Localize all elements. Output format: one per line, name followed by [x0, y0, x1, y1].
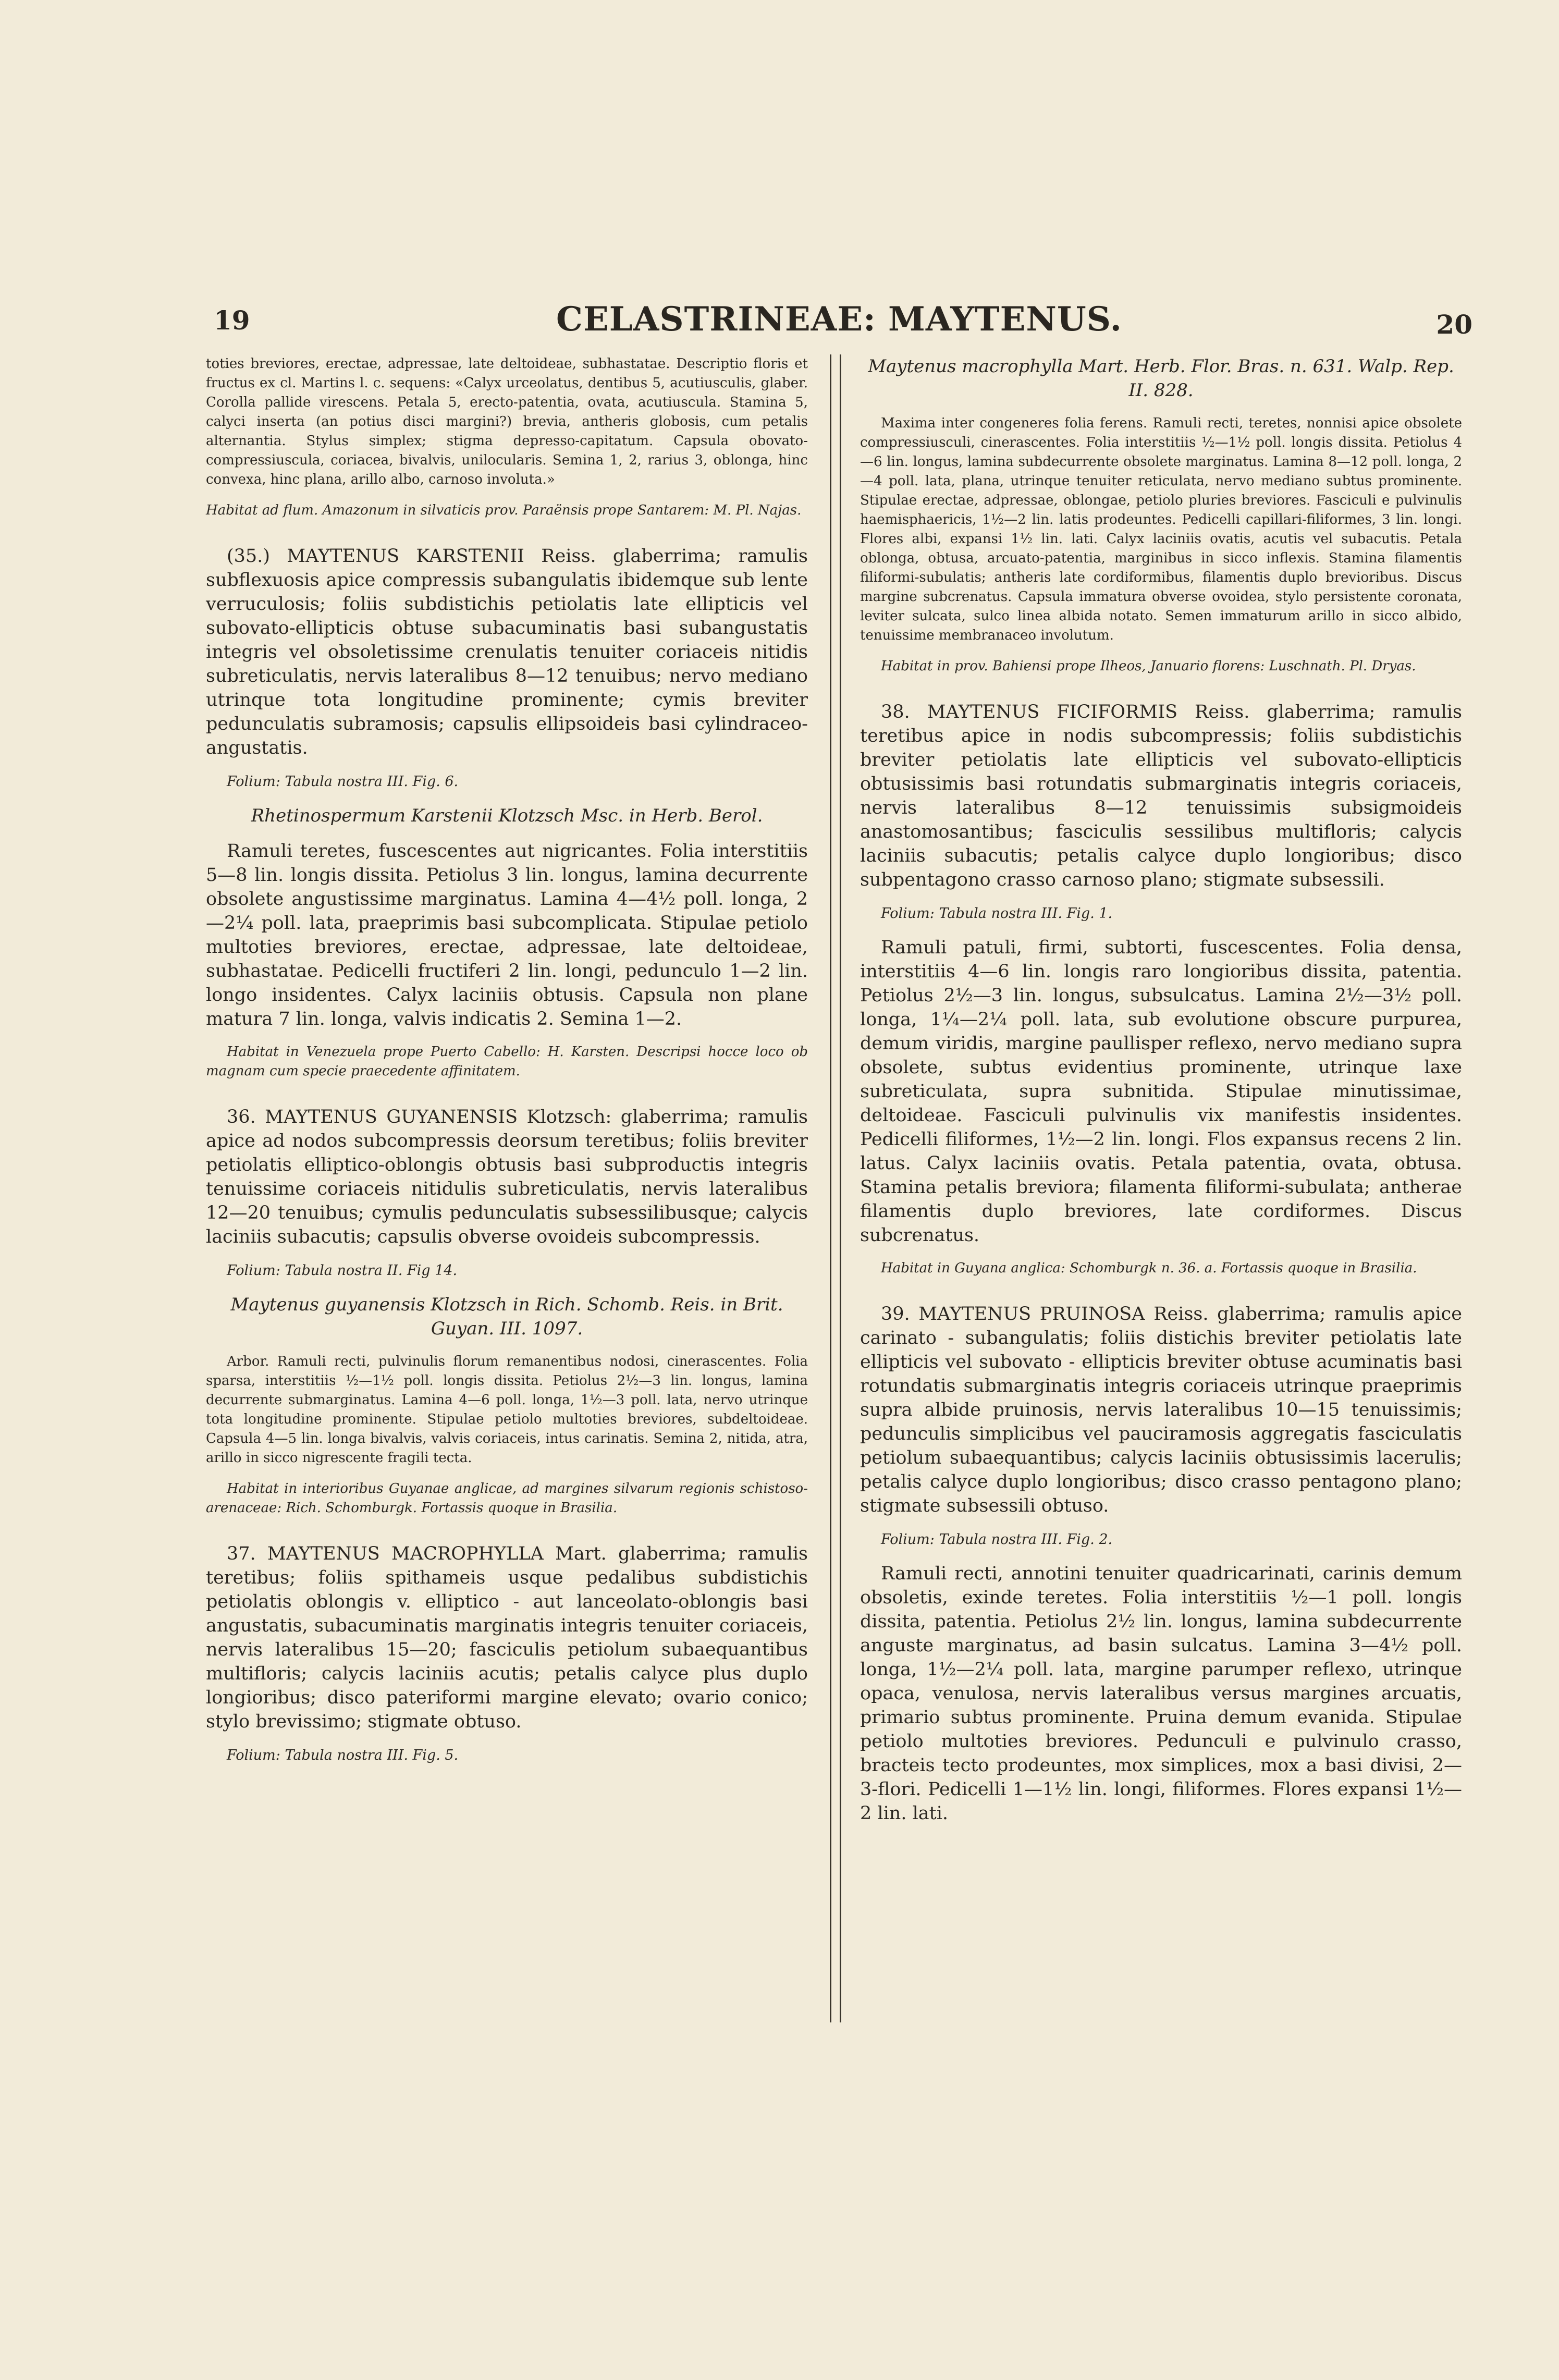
figure-reference: Folium: Tabula nostra III. Fig. 1.: [881, 905, 1113, 922]
right-page-number: 20: [1436, 309, 1472, 340]
species-diagnosis: 36. MAYTENUS GUYANENSIS Klotzsch: glaberrima; ramulis apice ad nodos subcompressis deorsum teretibus; foliis breviter petiolatis elliptico-oblongis obtusis basi subproductis integris tenuissime coriaceis nitidulis subreticulatis, nervis lateralibus 12—20 tenuibus; cymulis pedunculatis subsessilibusque; calycis laciniis subacutis; capsulis obverse ovoideis subcompressis.: [206, 1107, 808, 1247]
habitat-note: Habitat in prov. Bahiensi prope Ilheos, Januario florens: Luschnath. Pl. Dryas.: [881, 658, 1416, 674]
synonym-citation: Maytenus guyanensis Klotzsch in Rich. Schomb. Reis. in Brit. Guyan. III. 1097.: [230, 1294, 783, 1339]
habitat-note: Habitat in Guyana anglica: Schomburgk n. 36. a. Fortassis quoque in Brasilia.: [881, 1260, 1417, 1276]
left-page-number: 19: [214, 305, 250, 336]
column-divider: [830, 354, 841, 2022]
species-diagnosis: 39. MAYTENUS PRUINOSA Reiss. glaberrima; ramulis apice carinato - subangulatis; foliis distichis breviter petiolatis late ellipticis vel subovato - ellipticis breviter obtuse acuminatis basi rotundatis submarginatis integris coriaceis utrinque praeprimis supra albide pruinosis, nervis lateralibus 10—15 tenuissimis; pedunculis simplicibus vel pauciramosis aggregatis fasciculatis petiolum subaequantibus; calycis laciniis obtusissimis lacerulis; petalis calyce duplo longioribus; disco crasso pentagono plano; stigmate subsessili obtuso.: [860, 1304, 1462, 1516]
running-header: [206, 300, 1472, 340]
species-diagnosis: (35.) MAYTENUS KARSTENII Reiss. glaberrima; ramulis subflexuosis apice compressis subangulatis ibidemque sub lente verruculosis; foliis subdistichis petiolatis late ellipticis vel subovato-ellipticis obtuse subacuminatis basi subangustatis integris vel obsoletissime crenulatis tenuiter coriaceis nitidis subreticulatis, nervis lateralibus 8—12 tenuibus; nervo mediano utrinque tota longitudine prominente; cymis breviter pedunculatis subramosis; capsulis ellipsoideis basi cylindraceo-angustatis.: [206, 546, 808, 758]
figure-reference: Folium: Tabula nostra III. Fig. 5.: [227, 1747, 459, 1763]
habitat-note: Habitat in interioribus Guyanae anglicae, ad margines silvarum regionis schistoso-arenaceae: Rich. Schomburgk. Fortassis quoque in Brasilia.: [206, 1481, 808, 1516]
habitat-note: Habitat ad flum. Amazonum in silvaticis prov. Paraënsis prope Santarem: M. Pl. Najas.: [206, 502, 802, 518]
description: Arbor. Ramuli recti, pulvinulis florum remanentibus nodosi, cinerascentes. Folia sparsa, interstitiis ½—1½ poll. longis dissita. Petiolus 2½—3 lin. longus, lamina decurrente submarginatus. Lamina 4—6 poll. longa, 1½—3 poll. lata, nervo utrinque tota longitudine prominente. Stipulae petiolo multoties breviores, subdeltoideae. Capsula 4—5 lin. longa bivalvis, valvis coriaceis, intus carinatis. Semina 2, nitida, atra, arillo in sicco nigrescente fragili tecta.: [206, 1354, 808, 1466]
synonym-citation: Maytenus macrophylla Mart. Herb. Flor. Bras. n. 631. Walp. Rep. II. 828.: [868, 356, 1454, 401]
description: Ramuli recti, annotini tenuiter quadricarinati, carinis demum obsoletis, exinde teretes. Folia interstitiis ½—1 poll. longis dissita, patentia. Petiolus 2½ lin. longus, lamina subdecurrente anguste marginatus, ad basin sulcatus. Lamina 3—4½ poll. longa, 1½—2¼ poll. lata, margine parumper reflexo, utrinque opaca, venulosa, nervis lateralibus versus margines arcuatis, primario subtus prominente. Pruina demum evanida. Stipulae petiolo multoties breviores. Pedunculi e pulvinulo crasso, bracteis tecto prodeuntes, mox simplices, mox a basi divisi, 2—3-flori. Pedicelli 1—1½ lin. longi, filiformes. Flores expansi 1½—2 lin. lati.: [860, 1563, 1462, 1824]
left-column: [206, 354, 808, 1777]
habitat-note: Habitat in Venezuela prope Puerto Cabello: H. Karsten. Descripsi hocce loco ob magnam cum specie praecedente affinitatem.: [206, 1044, 808, 1079]
species-diagnosis: 38. MAYTENUS FICIFORMIS Reiss. glaberrima; ramulis teretibus apice in nodis subcompressis; foliis subdistichis breviter petiolatis late ellipticis vel subovato-ellipticis obtusissimis basi rotundatis submarginatis integris coriaceis, nervis lateralibus 8—12 tenuissimis subsigmoideis anastomosantibus; fasciculis sessilibus multifloris; calycis laciniis subacutis; petalis calyce duplo longioribus; disco subpentagono crasso carnoso plano; stigmate subsessili.: [860, 702, 1462, 890]
figure-reference: Folium: Tabula nostra III. Fig. 6.: [227, 774, 459, 790]
running-title: CELASTRINEAE: MAYTENUS.: [556, 300, 1122, 339]
synonym-citation: Rhetinospermum Karstenii Klotzsch Msc. in Herb. Berol.: [251, 805, 763, 826]
species-diagnosis: 37. MAYTENUS MACROPHYLLA Mart. glaberrima; ramulis teretibus; foliis spithameis usque pedalibus subdistichis petiolatis oblongis v. elliptico - aut lanceolato-oblongis basi angustatis, subacuminatis marginatis integris tenuiter coriaceis, nervis lateralibus 15—20; fasciculis petiolum subaequantibus multifloris; calycis laciniis acutis; petalis calyce plus duplo longioribus; disco pateriformi margine elevato; ovario conico; stylo brevissimo; stigmate obtuso.: [206, 1543, 808, 1732]
description: Ramuli patuli, firmi, subtorti, fuscescentes. Folia densa, interstitiis 4—6 lin. longis raro longioribus dissita, patentia. Petiolus 2½—3 lin. longus, subsulcatus. Lamina 2½—3½ poll. longa, 1¼—2¼ poll. lata, sub evolutione obscure purpurea, demum viridis, margine paullisper reflexo, nervo mediano supra obsolete, subtus evidentius prominente, utrinque laxe subreticulata, supra subnitida. Stipulae minutissimae, deltoideae. Fasciculi pulvinulis vix manifestis insidentes. Pedicelli filiformes, 1½—2 lin. longi. Flos expansus recens 2 lin. latus. Calyx laciniis ovatis. Petala patentia, ovata, obtusa. Stamina petalis breviora; filamenta filiformi-subulata; antherae filamentis duplo breviores, late cordiformes. Discus subcrenatus.: [860, 937, 1462, 1246]
paragraph: toties breviores, erectae, adpressae, late deltoideae, subhastatae. Descriptio floris et fructus ex cl. Martins l. c. sequens: «Calyx urceolatus, dentibus 5, acutiusculis, glaber. Corolla pallide virescens. Petala 5, erecto-patentia, ovata, acutiuscula. Stamina 5, calyci inserta (an potius disci margini?) brevia, antheris globosis, cum petalis alternantia. Stylus simplex; stigma depresso-capitatum. Capsula obovato-compressiuscula, coriacea, bivalvis, unilocularis. Semina 1, 2, rarius 3, oblonga, hinc convexa, hinc plana, arillo albo, carnoso involuta.»: [206, 356, 808, 487]
figure-reference: Folium: Tabula nostra III. Fig. 2.: [881, 1531, 1113, 1548]
description: Ramuli teretes, fuscescentes aut nigricantes. Folia interstitiis 5—8 lin. longis dissita. Petiolus 3 lin. longus, lamina decurrente obsolete angustissime marginatus. Lamina 4—4½ poll. longa, 2—2¼ poll. lata, praeprimis basi subcomplicata. Stipulae petiolo multoties breviores, erectae, adpressae, late deltoideae, subhastatae. Pedicelli fructiferi 2 lin. longi, pedunculo 1—2 lin. longo insidentes. Calyx laciniis obtusis. Capsula non plane matura 7 lin. longa, valvis indicatis 2. Semina 1—2.: [206, 841, 808, 1029]
figure-reference: Folium: Tabula nostra II. Fig 14.: [227, 1262, 458, 1279]
description: Maxima inter congeneres folia ferens. Ramuli recti, teretes, nonnisi apice obsolete compressiusculi, cinerascentes. Folia interstitiis ½—1½ poll. longis dissita. Petiolus 4—6 lin. longus, lamina subdecurrente obsolete marginatus. Lamina 8—12 poll. longa, 2—4 poll. lata, plana, utrinque tenuiter reticulata, nervo mediano subtus prominente. Stipulae erectae, adpressae, oblongae, petiolo pluries breviores. Fasciculi e pulvinulis haemisphaericis, 1½—2 lin. latis prodeuntes. Pedicelli capillari-filiformes, 3 lin. longi. Flores albi, expansi 1½ lin. lati. Calyx laciniis ovatis, acutis vel subacutis. Petala oblonga, obtusa, arcuato-patentia, marginibus in sicco inflexis. Stamina filamentis filiformi-subulatis; antheris late cordiformibus, filamentis duplo brevioribus. Discus margine subcrenatus. Capsula immatura obverse ovoidea, stylo persistente coronata, leviter sulcata, sulco linea albida notato. Semen immaturum arillo in sicco albido, tenuissime membranaceo involutum.: [860, 415, 1462, 643]
right-column: [860, 354, 1462, 1837]
